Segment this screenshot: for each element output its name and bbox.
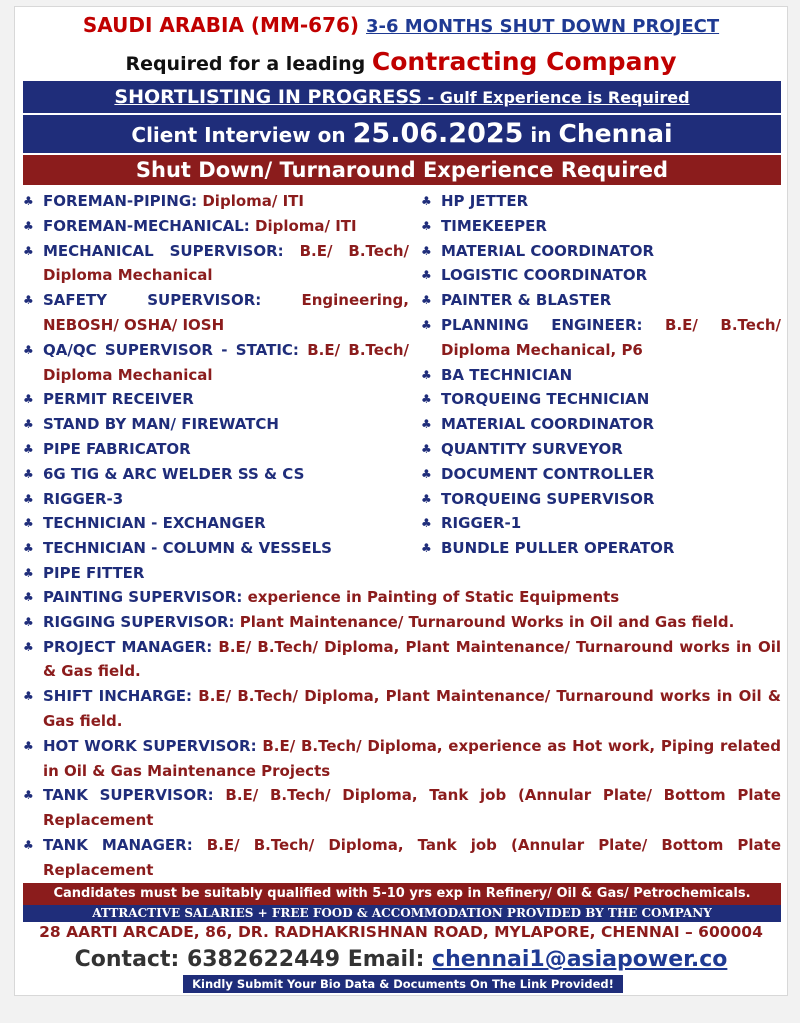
contact-line [15, 947, 787, 972]
job-title: RIGGER-3 [43, 489, 124, 508]
job-item [21, 561, 409, 586]
job-title: TORQUEING SUPERVISOR [441, 489, 655, 508]
salary-banner: ATTRACTIVE SALARIES + FREE FOOD & ACCOMMODATION PROVIDED BY THE COMPANY [23, 905, 781, 922]
job-title: STAND BY MAN/ FIREWATCH [43, 415, 279, 434]
job-item [419, 214, 781, 239]
job-title: TANK SUPERVISOR: [43, 786, 214, 805]
job-title: BA TECHNICIAN [441, 365, 573, 384]
job-title: MECHANICAL SUPERVISOR: [43, 241, 284, 260]
job-item [419, 462, 781, 487]
country-label: SAUDI ARABIA [82, 13, 244, 37]
job-title: TECHNICIAN - EXCHANGER [43, 514, 266, 533]
job-item [419, 437, 781, 462]
project-title: 3-6 MONTHS SHUT DOWN PROJECT [366, 16, 720, 37]
job-item [21, 387, 409, 412]
job-item [419, 511, 781, 536]
job-title: PIPE FITTER [43, 563, 145, 582]
job-title: FOREMAN-MECHANICAL: [43, 216, 250, 235]
job-requirement: Plant Maintenance/ Turnaround Works in Oil and Gas field. [239, 612, 735, 631]
job-item [419, 387, 781, 412]
job-item [419, 536, 781, 561]
job-requirement: experience in Painting of Static Equipments [247, 588, 620, 606]
gulf-experience-text: - Gulf Experience is Required [421, 88, 690, 107]
job-item [419, 189, 781, 214]
job-item [21, 536, 409, 561]
job-title: PERMIT RECEIVER [43, 390, 194, 409]
job-title: PAINTER & BLASTER [441, 291, 612, 310]
job-item [419, 239, 781, 264]
job-requirement: B.E/ B.Tech/ Diploma, experience as Hot work, Piping related in Oil & Gas Maintenance Projects [43, 736, 781, 780]
address-line: 28 AARTI ARCADE, 86, DR. RADHAKRISHNAN ROAD, MYLAPORE, CHENNAI – 600004 [39, 923, 763, 941]
job-item [21, 214, 409, 239]
interview-date: 25.06.2025 [352, 118, 524, 149]
job-item [21, 585, 781, 610]
job-item [21, 462, 409, 487]
job-title: PLANNING ENGINEER: [441, 315, 643, 334]
left-job-list [21, 189, 409, 586]
job-requirement: Diploma/ ITI [255, 216, 357, 235]
job-title: TECHNICIAN - COLUMN & VESSELS [43, 539, 332, 558]
shortlisting-banner [23, 81, 781, 113]
headline [15, 13, 787, 37]
interview-prefix: Client Interview on [131, 123, 346, 147]
experience-banner: Shut Down/ Turnaround Experience Required [23, 155, 781, 185]
shortlisting-text: SHORTLISTING IN PROGRESS [114, 86, 422, 108]
job-title: FOREMAN-PIPING: [43, 192, 198, 210]
job-item [21, 610, 781, 635]
phone-number: 6382622449 [186, 947, 341, 972]
job-item [21, 783, 781, 833]
job-item [21, 239, 409, 289]
job-title: SHIFT INCHARGE: [43, 687, 193, 706]
job-title: HOT WORK SUPERVISOR: [43, 736, 257, 755]
right-job-list [419, 189, 781, 561]
job-title: QA/QC SUPERVISOR - STATIC: [43, 340, 299, 359]
job-item [419, 412, 781, 437]
job-item [21, 189, 409, 214]
job-item [21, 288, 409, 338]
job-item [21, 511, 409, 536]
job-item [21, 833, 781, 883]
job-title: MATERIAL COORDINATOR [441, 241, 654, 260]
job-requirement: B.E/ B.Tech/ Diploma, Tank job (Annular Plate/ Bottom Plate Replacement [43, 835, 781, 879]
job-title: SAFETY SUPERVISOR: [43, 291, 262, 310]
job-advert-document [14, 6, 788, 996]
job-item [419, 263, 781, 288]
job-item [419, 313, 781, 363]
job-title: TANK MANAGER: [43, 835, 193, 854]
job-item [21, 734, 781, 784]
qualification-banner: Candidates must be suitably qualified with 5-10 yrs exp in Refinery/ Oil & Gas/ Petrochemicals. [23, 883, 781, 905]
full-width-job-list [21, 585, 781, 883]
job-title: PIPE FABRICATOR [43, 439, 191, 458]
job-item [419, 288, 781, 313]
job-item [419, 363, 781, 388]
required-text: Required for a leading [125, 53, 366, 75]
job-requirement: B.E/ B.Tech/ Diploma, Tank job (Annular Plate/ Bottom Plate Replacement [43, 786, 781, 830]
subheadline [15, 47, 787, 76]
interview-banner [23, 115, 781, 153]
reference-code: (MM-676) [250, 13, 360, 37]
job-title: MATERIAL COORDINATOR [441, 415, 654, 434]
job-requirement: B.E/ B.Tech/ Diploma, Plant Maintenance/ Turnaround works in Oil & Gas field. [43, 637, 781, 681]
job-title: HP JETTER [441, 192, 529, 210]
job-item [21, 635, 781, 685]
contact-label: Contact: [74, 947, 180, 972]
job-requirement: B.E/ B.Tech/ Diploma, Plant Maintenance/ Turnaround works in Oil & Gas field. [43, 687, 781, 730]
job-item [419, 487, 781, 512]
job-title: TIMEKEEPER [441, 216, 547, 235]
interview-city: Chennai [558, 119, 673, 148]
job-item [21, 684, 781, 734]
job-item [21, 412, 409, 437]
job-title: RIGGING SUPERVISOR: [43, 612, 235, 631]
job-item [21, 437, 409, 462]
job-title: PAINTING SUPERVISOR: [43, 588, 243, 606]
job-requirement: B.E/ B.Tech/ Diploma Mechanical, P6 [441, 315, 781, 359]
job-title: 6G TIG & ARC WELDER SS & CS [43, 464, 305, 483]
job-requirement: B.E/ B.Tech/ Diploma Mechanical [43, 241, 409, 285]
job-requirement: Engineering, NEBOSH/ OSHA/ IOSH [43, 291, 409, 334]
job-item [21, 487, 409, 512]
job-title: QUANTITY SURVEYOR [441, 439, 623, 458]
email-label: Email: [347, 947, 425, 972]
job-title: BUNDLE PULLER OPERATOR [441, 539, 675, 558]
job-item [21, 338, 409, 388]
job-title: TORQUEING TECHNICIAN [441, 390, 650, 409]
job-title: DOCUMENT CONTROLLER [441, 464, 655, 483]
interview-in: in [530, 123, 552, 147]
job-title: LOGISTIC COORDINATOR [441, 266, 648, 285]
job-requirement: Diploma/ ITI [202, 192, 304, 210]
submit-note-banner: Kindly Submit Your Bio Data & Documents On The Link Provided! [183, 975, 623, 993]
email-link[interactable]: chennai1@asiapower.co [432, 947, 728, 972]
company-label: Contracting Company [371, 47, 677, 76]
job-title: PROJECT MANAGER: [43, 637, 213, 656]
job-requirement: B.E/ B.Tech/ Diploma Mechanical [43, 340, 409, 384]
job-title: RIGGER-1 [441, 514, 522, 533]
